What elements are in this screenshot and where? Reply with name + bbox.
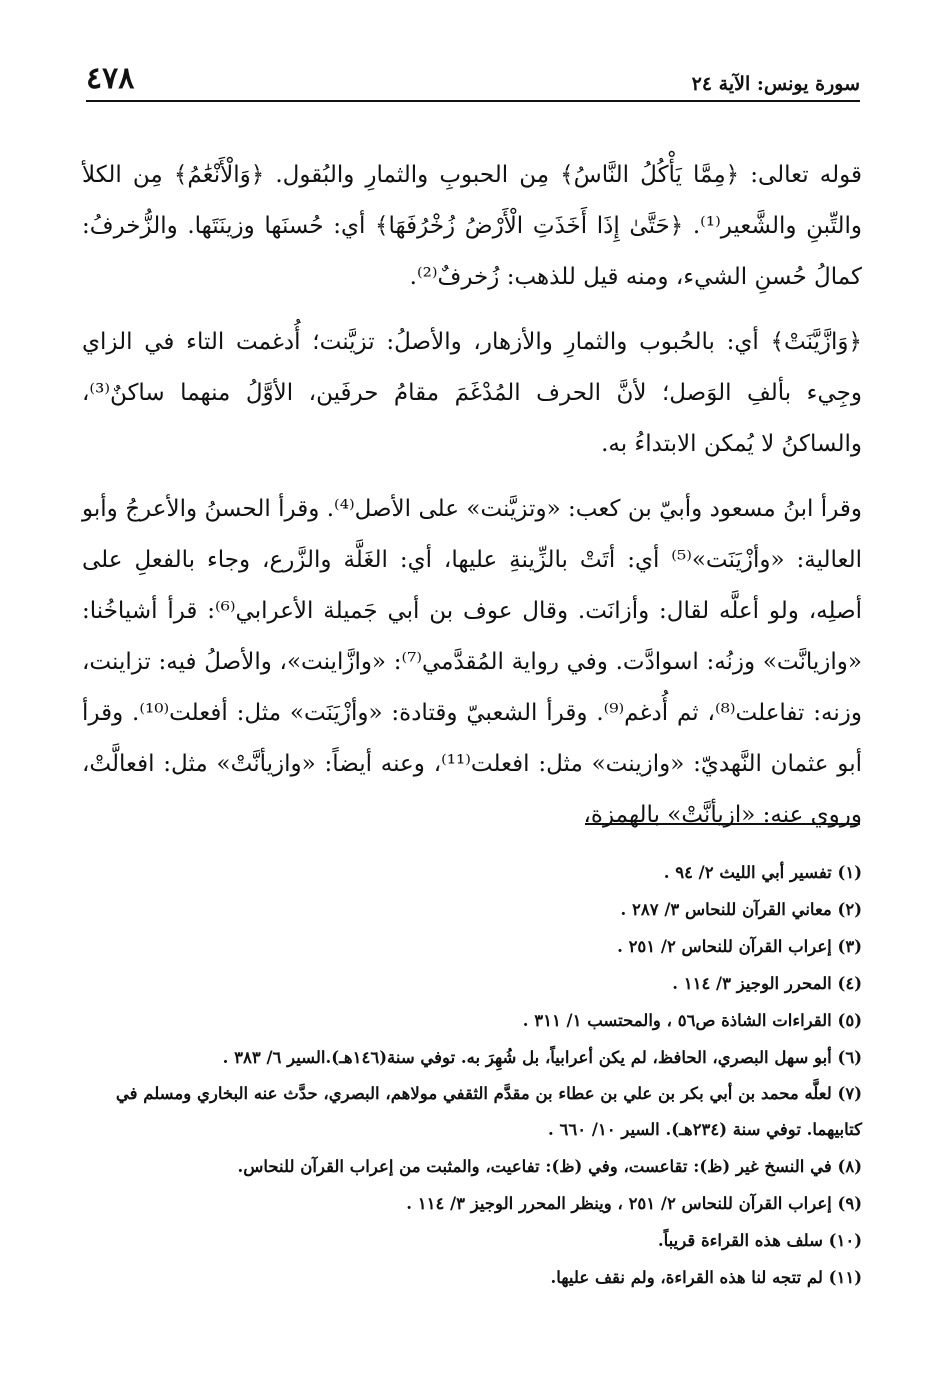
footnotes bbox=[80, 854, 862, 1296]
paragraph: وقرأ ابنُ مسعود وأبيّ بن كعب: «وتزيَّنت» على الأصل⁽⁴⁾. وقرأ الحسنُ والأعرجُ وأبو العالية: «وأزْيَنَت»⁽⁵⁾ أي: أتَتْ بالزِّينةِ عليها، أي: الغَلَّة والزَّرع، وجاء بالفعلِ على أصلِه، ولو أعلَّه لقال: وأزانَت. وقال عوف بن أبي جَميلة الأعرابي⁽⁶⁾: قرأ أشياخُنا: «وازيانَّت» وزنُه: اسوادَّت. وفي رواية المُقدَّمي⁽⁷⁾: «وازَّاينت»، والأصلُ فيه: تزاينت، وزنه: تفاعلت⁽⁸⁾، ثم أُدغم⁽⁹⁾. وقرأ الشعبيّ وقتادة: «وأزْيَنَت» مثل: أفعلت⁽¹⁰⁾. وقرأ أبو عثمان النَّهديّ: «وازينت» مثل: افعلت⁽¹¹⁾، وعنه أيضاً: «وازيأنَّتْ» مثل: افعالَّتْ، وروي عنه: «ازيأنَّتْ» بالهمزة، bbox=[82, 496, 863, 828]
footnote-separator bbox=[585, 823, 860, 825]
page-header bbox=[86, 58, 860, 102]
footnote: (٣) إعراب القرآن للنحاس ٢/ ٢٥١ . bbox=[617, 937, 862, 956]
footnote: (١) تفسير أبي الليث ٢/ ٩٤ . bbox=[663, 863, 862, 882]
footnote: (١١) لم تتجه لنا هذه القراءة، ولم نقف عليها. bbox=[550, 1268, 862, 1287]
footnote: (١٠) سلف هذه القراءة قريباً. bbox=[657, 1231, 862, 1250]
page-number: ٤٧٨ bbox=[86, 61, 135, 96]
footnote: (٧) لعلَّه محمد بن أبي بكر بن علي بن عطاء بن مقدَّم الثقفي مولاهم، البصري، حدَّث عنه البخاري ومسلم في كتابيهما. توفي سنة (٢٣٤هـ). السير ١٠/ ٦٦٠ . bbox=[115, 1084, 862, 1139]
running-title: سورة يونس: الآية ٢٤ bbox=[691, 73, 860, 95]
footnote: (٥) القراءات الشاذة ص٥٦ ، والمحتسب ١/ ٣١١ . bbox=[522, 1011, 862, 1030]
paragraph: قوله تعالى: ﴿مِمَّا يَأْكُلُ النَّاسُ﴾ مِن الحبوبِ والثمارِ والبُقول. ﴿وَالْأَنْعَٰمُ﴾ مِن الكلأ والتِّبنِ والشَّعير⁽¹⁾. ﴿حَتَّىٰ إِذَا أَخَذَتِ الْأَرْضُ زُخْرُفَهَا﴾ أي: حُسنَها وزينَتَها. والزُّخرفُ: كمالُ حُسنِ الشيء، ومنه قيل للذهب: زُخرفٌ⁽²⁾. bbox=[82, 162, 862, 290]
footnote: (٨) في النسخ غير (ظ): تقاعست، وفي (ظ): تفاعيت، والمثبت من إعراب القرآن للنحاس. bbox=[237, 1157, 862, 1176]
footnote: (٤) المحرر الوجيز ٣/ ١١٤ . bbox=[672, 974, 862, 993]
footnote: (٢) معاني القرآن للنحاس ٣/ ٢٨٧ . bbox=[620, 900, 862, 919]
footnote: (٩) إعراب القرآن للنحاس ٢/ ٢٥١ ، وينظر المحرر الوجيز ٣/ ١١٤ . bbox=[406, 1194, 862, 1213]
main-text bbox=[82, 150, 862, 855]
footnote: (٦) أبو سهل البصري، الحافظ، لم يكن أعرابياً، بل شُهِرَ به. توفي سنة(١٤٦هـ).السير ٦/ ٣٨٣ . bbox=[222, 1048, 862, 1067]
paragraph: ﴿وَازَّيَّنَتْ﴾ أي: بالحُبوب والثمارِ والأزهار، والأصلُ: تزيَّنت؛ أُدغمت التاء في الزاي وجِيء بألفِ الوَصل؛ لأنَّ الحرف المُدْغَمَ مقامُ حرفَين، الأوَّلُ منهما ساكنٌ⁽³⁾، والساكنُ لا يُمكن الابتداءُ به. bbox=[82, 329, 862, 457]
